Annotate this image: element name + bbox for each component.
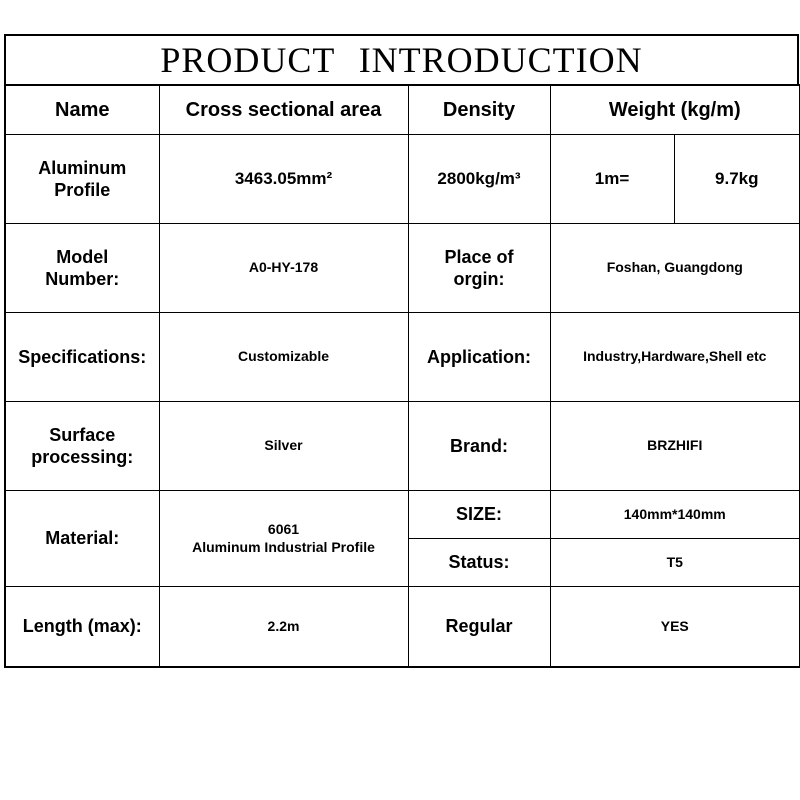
table-row-material [5,491,800,539]
brand-value: BRZHIFI [550,402,800,491]
header-name: Name [5,85,159,135]
application-value: Industry,Hardware,Shell etc [550,313,800,402]
density-value: 2800kg/m³ [408,135,550,224]
specifications-label: Specifications: [5,313,159,402]
table-row-aluminum-profile [5,135,800,224]
surface-processing-label-line1: Surface [49,424,116,445]
place-of-origin-value: Foshan, Guangdong [550,224,800,313]
product-name-line2: Profile [54,180,111,200]
length-label: Length (max): [5,587,159,667]
product-name-cell [5,135,159,224]
table-row-length [5,587,800,667]
surface-processing-label-line2: processing: [31,447,134,467]
status-value: T5 [550,539,800,587]
model-number-label-line2: Number: [45,269,120,289]
model-number-value: A0-HY-178 [159,224,408,313]
place-of-origin-label-line1: Place of [444,246,514,267]
header-density: Density [408,85,550,135]
status-label: Status: [408,539,550,587]
material-label: Material: [5,491,159,587]
surface-processing-value: Silver [159,402,408,491]
regular-label: Regular [408,587,550,667]
cross-section-area-value: 3463.05mm² [159,135,408,224]
size-value: 140mm*140mm [550,491,800,539]
product-sheet [4,34,799,668]
place-of-origin-label-line2: orgin: [453,269,505,289]
table-row-model-number [5,224,800,313]
page-title: PRODUCT INTRODUCTION [4,34,799,84]
header-weight: Weight (kg/m) [550,85,800,135]
material-value [159,491,408,587]
brand-label: Brand: [408,402,550,491]
material-value-line2: Aluminum Industrial Profile [192,538,375,555]
table-row-surface-processing [5,402,800,491]
spec-table [4,84,800,668]
header-row [5,85,800,135]
place-of-origin-label [408,224,550,313]
material-value-line1: 6061 [267,521,300,537]
table-row-specifications [5,313,800,402]
length-value: 2.2m [159,587,408,667]
size-label: SIZE: [408,491,550,539]
product-name-line1: Aluminum [38,157,127,178]
weight-value: 9.7kg [674,135,800,224]
model-number-label-line1: Model [56,246,109,267]
specifications-value: Customizable [159,313,408,402]
header-area: Cross sectional area [159,85,408,135]
regular-value: YES [550,587,800,667]
surface-processing-label [5,402,159,491]
application-label: Application: [408,313,550,402]
weight-length-label: 1m= [550,135,674,224]
model-number-label [5,224,159,313]
